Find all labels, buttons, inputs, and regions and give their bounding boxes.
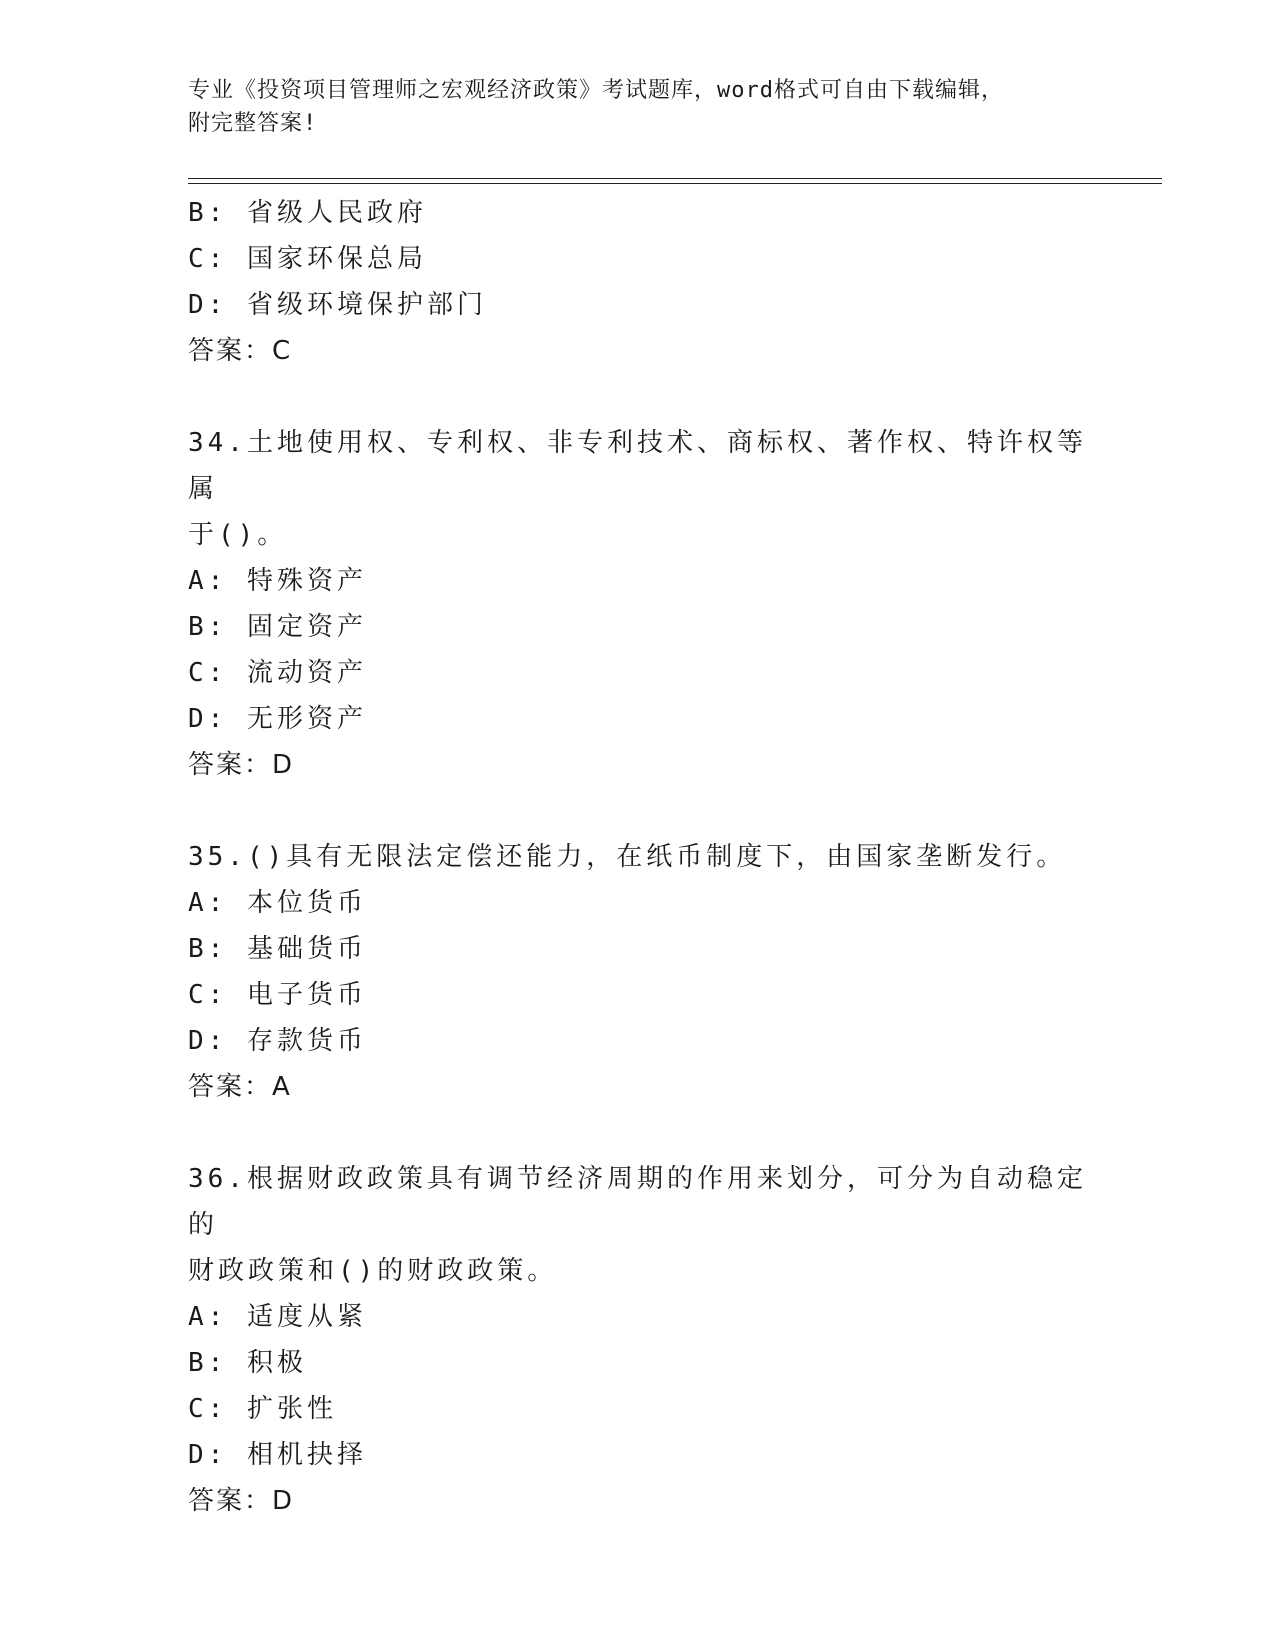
- option-d: D: 无形资产: [188, 704, 367, 734]
- spacer: [188, 374, 1088, 420]
- option-d: D: 省级环境保护部门: [188, 290, 487, 320]
- question-stem: 35.()具有无限法定偿还能力，在纸币制度下，由国家垄断发行。: [188, 842, 1067, 872]
- header-divider-bottom: [188, 183, 1162, 184]
- option-b: B: 积极: [188, 1348, 307, 1378]
- document-header: [188, 74, 1068, 140]
- spacer: [188, 788, 1088, 834]
- option-a: A: 本位货币: [188, 888, 367, 918]
- option-b: B: 基础货币: [188, 934, 367, 964]
- answer-line: 答案：A: [188, 1072, 292, 1102]
- option-c: C: 流动资产: [188, 658, 367, 688]
- question-35: [188, 834, 1088, 1110]
- document-body: [188, 190, 1088, 1524]
- option-d: D: 相机抉择: [188, 1440, 367, 1470]
- question-stem-cont: 财政政策和()的财政政策。: [188, 1256, 558, 1286]
- question-stem: 34.土地使用权、专利权、非专利技术、商标权、著作权、特许权等属: [188, 428, 1087, 504]
- option-c: C: 电子货币: [188, 980, 367, 1010]
- question-34: [188, 420, 1088, 788]
- question-36: [188, 1156, 1088, 1524]
- header-divider-top: [188, 178, 1162, 179]
- spacer: [188, 1110, 1088, 1156]
- question-stem: 36.根据财政政策具有调节经济周期的作用来划分，可分为自动稳定的: [188, 1164, 1087, 1240]
- header-line-1: 专业《投资项目管理师之宏观经济政策》考试题库，word格式可自由下载编辑，: [188, 78, 1004, 103]
- answer-line: 答案：D: [188, 750, 295, 780]
- option-c: C: 扩张性: [188, 1394, 337, 1424]
- answer-line: 答案：D: [188, 1486, 295, 1516]
- header-line-2: 附完整答案!: [188, 111, 318, 136]
- question-stem-cont: 于()。: [188, 520, 288, 550]
- option-a: A: 特殊资产: [188, 566, 367, 596]
- option-d: D: 存款货币: [188, 1026, 367, 1056]
- option-a: A: 适度从紧: [188, 1302, 367, 1332]
- option-b: B: 固定资产: [188, 612, 367, 642]
- option-b: B: 省级人民政府: [188, 198, 427, 228]
- question-partial: [188, 190, 1088, 374]
- answer-line: 答案：C: [188, 336, 293, 366]
- option-c: C: 国家环保总局: [188, 244, 427, 274]
